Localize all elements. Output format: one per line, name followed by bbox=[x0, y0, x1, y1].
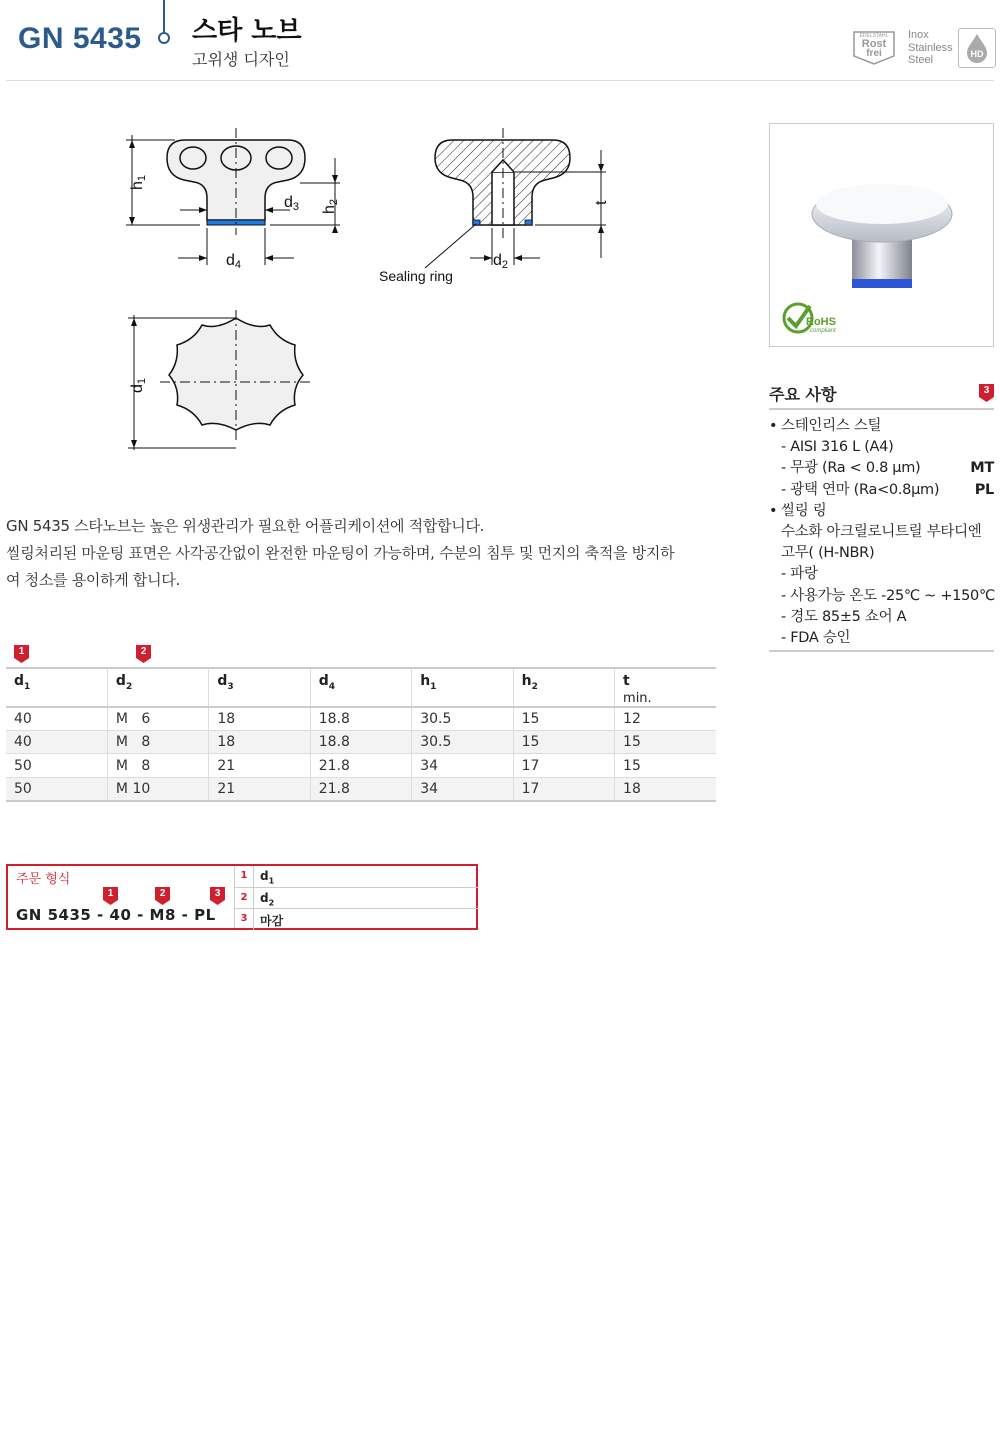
column-header: $h_1$ bbox=[412, 668, 513, 707]
features-list bbox=[769, 416, 994, 649]
knob-photo-illustration bbox=[770, 124, 993, 346]
table-cell: 21 bbox=[209, 754, 310, 778]
description bbox=[6, 513, 726, 594]
feature-item bbox=[769, 458, 994, 479]
table-cell: 18 bbox=[209, 707, 310, 731]
page-title: 스타 노브 bbox=[192, 16, 302, 46]
feature-item bbox=[769, 416, 994, 437]
column-header: $h_2$ bbox=[513, 668, 614, 707]
table-cell: 30.5 bbox=[412, 730, 513, 754]
feature-item bbox=[769, 586, 994, 607]
feature-text: - 사용가능 온도 -25℃ ~ +150℃ bbox=[781, 587, 995, 604]
table-header-row bbox=[6, 668, 716, 707]
feature-text: - 광택 연마 (Ra<0.8µm) bbox=[781, 481, 940, 498]
hygienic-design-badge bbox=[958, 28, 996, 68]
order-badge-3: 3 bbox=[210, 887, 225, 905]
order-label: 주문 형식 bbox=[16, 872, 71, 887]
table-cell: 18 bbox=[615, 777, 716, 801]
feature-text: - FDA 승인 bbox=[781, 630, 851, 647]
table-cell: 15 bbox=[513, 707, 614, 731]
table-cell: 40 bbox=[6, 707, 107, 731]
feature-item bbox=[769, 437, 994, 458]
page-subtitle: 고위생 디자인 bbox=[192, 50, 290, 69]
column-header: t min. bbox=[615, 668, 716, 707]
table-cell: 34 bbox=[412, 777, 513, 801]
label-t: t bbox=[593, 200, 610, 205]
rost-line3: frei bbox=[866, 48, 882, 59]
order-legend-row: 3 마감 bbox=[235, 909, 479, 930]
rohs-logo bbox=[784, 304, 836, 334]
feature-item bbox=[769, 607, 994, 628]
label-d3-sub: 3 bbox=[292, 201, 300, 213]
feature-text: 수소화 아크릴로니트릴 부타디엔 bbox=[781, 524, 982, 541]
rohs-sub: compliant bbox=[810, 328, 836, 334]
technical-drawing bbox=[110, 120, 630, 460]
inox-line: Steel bbox=[908, 54, 934, 66]
table-cell: M 8 bbox=[107, 730, 208, 754]
rost-line2: Rost bbox=[861, 38, 887, 50]
header-divider bbox=[163, 0, 165, 32]
features-badge: 3 bbox=[979, 384, 994, 406]
column-header: $d_3$ bbox=[209, 668, 310, 707]
feature-text: 고무( (H-NBR) bbox=[781, 545, 875, 562]
hd-label: HD bbox=[970, 49, 984, 59]
feature-text: - AISI 316 L (A4) bbox=[781, 439, 894, 456]
order-badge-2: 2 bbox=[155, 887, 170, 905]
table-row bbox=[6, 754, 716, 778]
table-cell: 12 bbox=[615, 707, 716, 731]
column-badges bbox=[6, 643, 716, 667]
order-legend-row: 1 $d_1$ bbox=[235, 866, 479, 888]
product-photo bbox=[769, 123, 994, 347]
label-d2-sub: 2 bbox=[501, 259, 509, 271]
svg-text:d2 bbox=[493, 252, 508, 271]
svg-text:d3 bbox=[284, 194, 299, 213]
table-cell: 50 bbox=[6, 777, 107, 801]
order-badge-1: 1 bbox=[103, 887, 118, 905]
label-d2: d bbox=[493, 252, 502, 269]
feature-text: - 경도 85±5 쇼어 A bbox=[781, 608, 907, 625]
rost-frei-logo bbox=[852, 30, 896, 66]
feature-text: - 파랑 bbox=[781, 566, 818, 583]
table-cell: 15 bbox=[615, 754, 716, 778]
column-badge-1: 1 bbox=[14, 645, 29, 663]
table-body bbox=[6, 707, 716, 801]
label-d4-sub: 4 bbox=[234, 259, 242, 271]
label-h1: h bbox=[129, 181, 146, 190]
table-cell: 21 bbox=[209, 777, 310, 801]
table-cell: 17 bbox=[513, 754, 614, 778]
table-cell: 40 bbox=[6, 730, 107, 754]
label-h1-sub: 1 bbox=[136, 174, 148, 182]
finish-code: MT bbox=[970, 460, 994, 477]
product-code: GN 5435 bbox=[18, 22, 142, 55]
table-cell: 30.5 bbox=[412, 707, 513, 731]
inox-line: Stainless bbox=[908, 41, 953, 54]
label-sealing-ring: Sealing ring bbox=[379, 268, 453, 284]
features-title: 주요 사항 bbox=[769, 385, 837, 404]
hd-drop-icon bbox=[959, 29, 995, 67]
column-header: $d_1$ bbox=[6, 668, 107, 707]
table-cell: M 6 bbox=[107, 707, 208, 731]
finish-code: PL bbox=[974, 481, 994, 498]
description-line: 여 청소를 용이하게 합니다. bbox=[6, 571, 180, 589]
table-row bbox=[6, 777, 716, 801]
rohs-text: RoHS bbox=[806, 316, 836, 328]
label-d3: d bbox=[284, 194, 293, 211]
features-rule bbox=[769, 650, 994, 652]
table-cell: 18 bbox=[209, 730, 310, 754]
inox-label bbox=[908, 29, 953, 67]
svg-text:h2 bbox=[321, 199, 340, 214]
column-header: $d_4$ bbox=[310, 668, 411, 707]
column-badge-2: 2 bbox=[136, 645, 151, 663]
column-header: $d_2$ bbox=[107, 668, 208, 707]
table-cell: 21.8 bbox=[310, 754, 411, 778]
feature-text: 스테인리스 스틸 bbox=[781, 418, 882, 434]
table-cell: 50 bbox=[6, 754, 107, 778]
table-cell: 34 bbox=[412, 754, 513, 778]
feature-item bbox=[769, 522, 994, 543]
table-cell: 18.8 bbox=[310, 730, 411, 754]
table-cell: M 10 bbox=[107, 777, 208, 801]
order-code: GN 5435 - 40 - M8 - PL bbox=[16, 906, 216, 924]
table-cell: 21.8 bbox=[310, 777, 411, 801]
table-row bbox=[6, 730, 716, 754]
table-cell: 15 bbox=[615, 730, 716, 754]
feature-item bbox=[769, 543, 994, 564]
table-cell: M 8 bbox=[107, 754, 208, 778]
order-legend-row: 2 $d_2$ bbox=[235, 888, 479, 910]
description-line: 씰링처리된 마운팅 표면은 사각공간없이 완전한 마운팅이 가능하며, 수분의 침투 및 먼지의 축적을 방지하 bbox=[6, 544, 675, 562]
table-cell: 17 bbox=[513, 777, 614, 801]
features-header bbox=[769, 382, 994, 410]
dimension-table bbox=[6, 643, 716, 802]
feature-item bbox=[769, 480, 994, 501]
table-cell: 18.8 bbox=[310, 707, 411, 731]
table-row bbox=[6, 707, 716, 731]
svg-text:d1 bbox=[129, 378, 148, 393]
label-d1: d bbox=[129, 384, 146, 393]
header-dot bbox=[158, 32, 170, 44]
order-legend bbox=[234, 866, 479, 928]
svg-text:d4 bbox=[226, 252, 241, 271]
table-cell: 15 bbox=[513, 730, 614, 754]
rost-line1: EDELSTAHL bbox=[859, 33, 889, 39]
inox-line: Inox bbox=[908, 29, 929, 41]
feature-item bbox=[769, 501, 994, 522]
label-h2: h bbox=[321, 205, 338, 214]
feature-text: 씰링 링 bbox=[781, 502, 827, 519]
order-format-box bbox=[6, 864, 478, 930]
label-h2-sub: 2 bbox=[328, 198, 340, 206]
feature-item bbox=[769, 564, 994, 585]
feature-item bbox=[769, 628, 994, 649]
label-d1-sub: 1 bbox=[136, 377, 148, 385]
description-line: GN 5435 스타노브는 높은 위생관리가 필요한 어플리케이션에 적합합니다. bbox=[6, 517, 485, 535]
header-rule bbox=[6, 80, 994, 81]
label-d4: d bbox=[226, 252, 235, 269]
feature-text: - 무광 (Ra < 0.8 µm) bbox=[781, 460, 921, 477]
